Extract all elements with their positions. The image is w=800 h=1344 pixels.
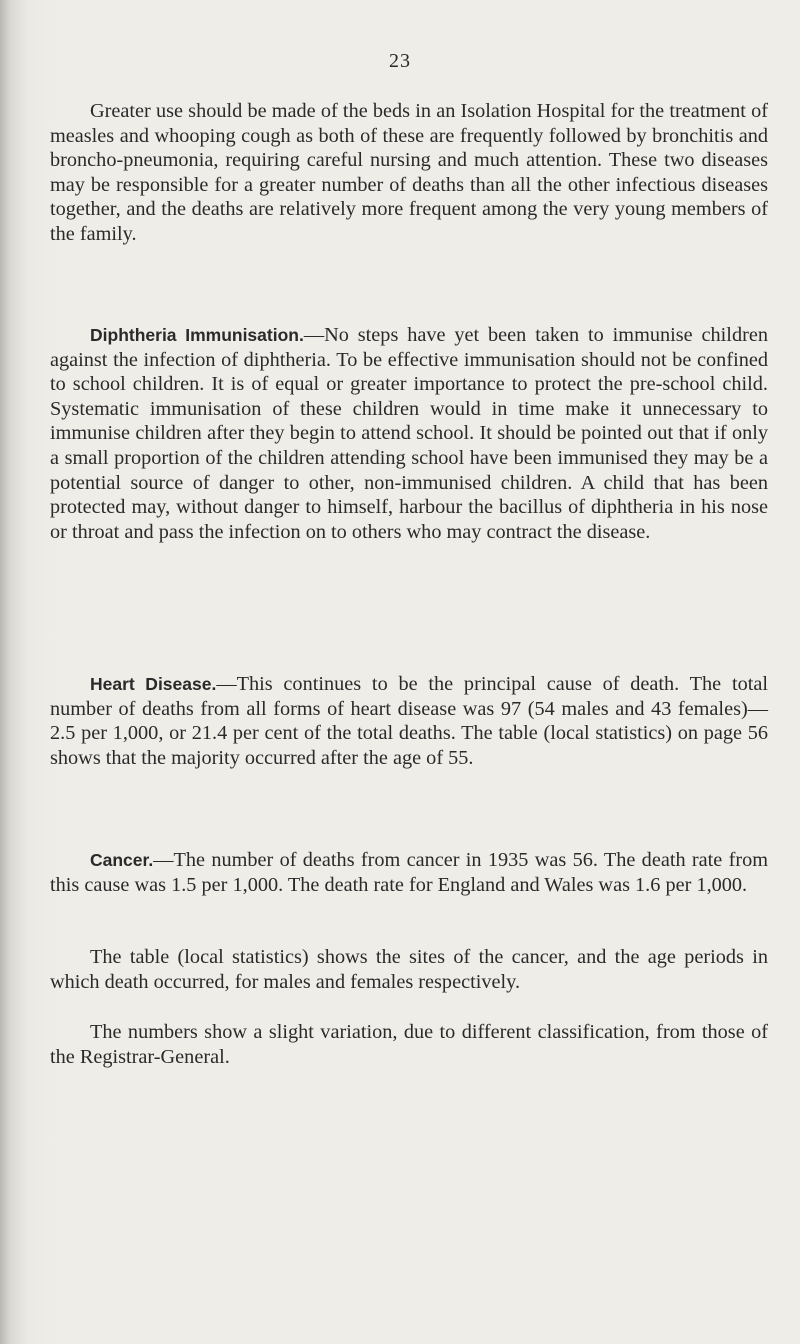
paragraph-text: The numbers show a slight variation, due to different classification, from those of the Registrar-General. <box>50 1021 768 1068</box>
section-heading-cancer: Cancer. <box>90 850 154 870</box>
section-heading-heart-disease: Heart Disease. <box>90 674 217 694</box>
paragraph-measles <box>50 99 768 247</box>
section-heading-diphtheria: Diphtheria Immunisation. <box>90 325 304 345</box>
page-number: 23 <box>389 50 411 72</box>
paragraph-text: —The number of deaths from cancer in 1935 was 56. The death rate from this cause was 1.5 per 1,000. The death rate for England and Wales was 1.6 per 1,000. <box>50 849 768 896</box>
paragraph-text: —No steps have yet been taken to immunise children against the infection of diphtheria. To be effective immunisation should not be confined to school children. It is of equal or greater importance to protect the pre-school child. Systematic immunisation of these children would in time make it unnecessary to immunise children after they begin to attend school. It should be pointed out that if only a small proportion of the children attending school have been immunised they may be a potential source of danger to other, non-immunised children. A child that has been protected may, without danger to himself, harbour the bacillus of diphtheria in his nose or throat and pass the infection on to others who may contract the disease. <box>50 324 768 543</box>
paragraph-heart-disease <box>50 672 768 770</box>
paragraph-variation <box>50 1020 768 1069</box>
paragraph-cancer-table <box>50 945 768 994</box>
paragraph-text: Greater use should be made of the beds in an Isolation Hospital for the treatment of measles and whooping cough as both of these are frequently followed by bronchitis and broncho-pneumonia, requiring careful nursing and much attention. These two diseases may be responsible for a greater number of deaths than all the other infectious diseases together, and the deaths are relatively more frequent among the very young members of the family. <box>50 100 768 245</box>
paragraph-diphtheria <box>50 323 768 544</box>
paragraph-cancer <box>50 848 768 897</box>
paragraph-text: The table (local statistics) shows the sites of the cancer, and the age periods in which death occurred, for males and females respectively. <box>50 946 768 993</box>
paragraph-text: —This continues to be the principal cause of death. The total number of deaths from all forms of heart disease was 97 (54 males and 43 females)—2.5 per 1,000, or 21.4 per cent of the total deaths. The table (local statistics) on page 56 shows that the majority occurred after the age of 55. <box>50 673 768 769</box>
